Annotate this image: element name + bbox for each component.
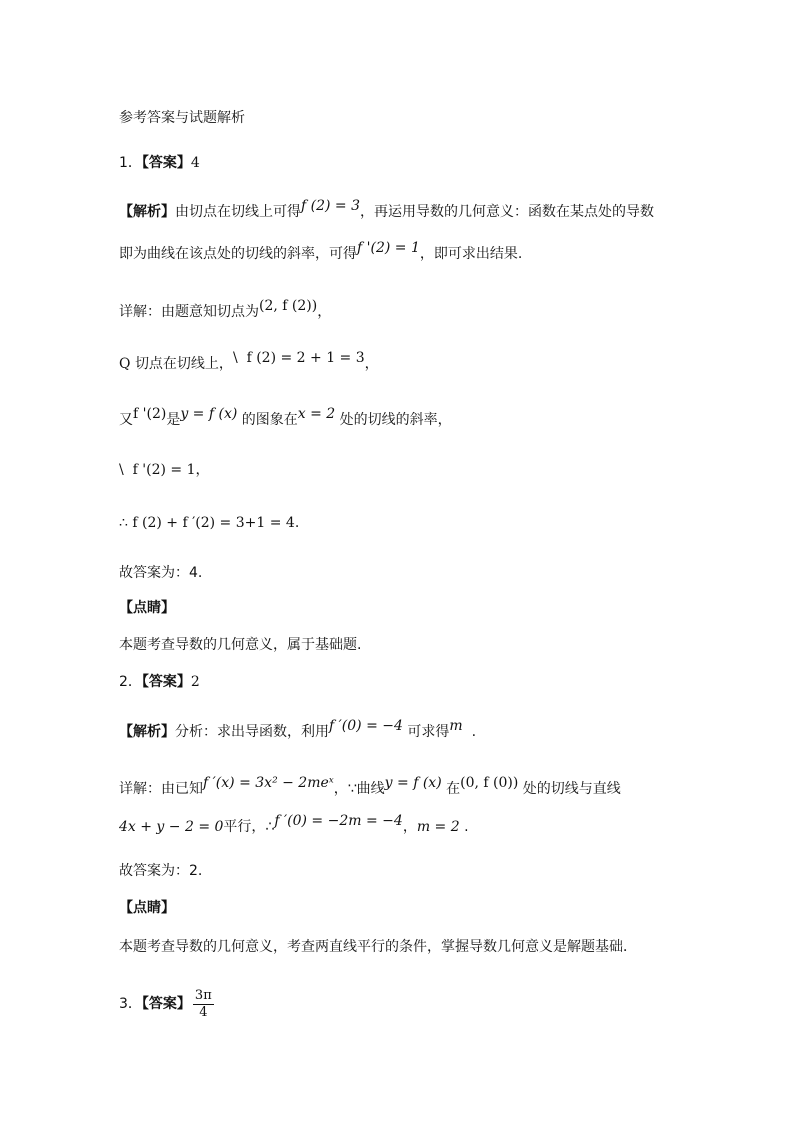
q1-step1-end: ， — [364, 356, 379, 372]
q1-number: 1． — [119, 155, 142, 171]
q1-step1-q: Q — [119, 356, 131, 372]
q1-final-answer: 故答案为：4. — [119, 565, 203, 581]
q2-answer-tag: 【答案】 — [141, 674, 191, 690]
q1-analysis2-text-a: 即为曲线在该点处的切线的斜率，可得 — [119, 246, 357, 262]
q2-detail-line-1 — [119, 775, 621, 799]
q2-detail2-math-1: 4x + y − 2 = 0 — [119, 819, 224, 835]
q1-step2-text-c: 的图象在 — [241, 412, 298, 428]
q2-comment: 本题考查导数的几何意义，考查两直线平行的条件，掌握导数几何意义是解题基础． — [119, 939, 637, 955]
q1-step-1 — [119, 350, 379, 374]
q2-analysis-end: . — [471, 724, 477, 740]
q1-detail-text-b: ， — [317, 304, 332, 320]
q2-analysis-tag: 【解析】 — [119, 724, 175, 740]
q1-step3-math: f '(2) = 1 — [132, 462, 196, 478]
q2-detail2-text-b: ， — [402, 819, 417, 835]
q2-detail-math-1: f ′(x) = 3x² − 2meˣ — [203, 775, 334, 791]
q2-detail-text-b: ，∵曲线 — [333, 781, 385, 797]
q1-step2-text-a: 又 — [119, 412, 133, 428]
q3-answer-tag: 【答案】 — [141, 996, 191, 1012]
q2-analysis-math-1: f ′(0) = −4 — [329, 718, 403, 734]
q1-step3-backslash: \ — [119, 462, 124, 478]
q1-analysis-text-b: ，再运用导数的几何意义：函数在某点处的导数 — [360, 204, 655, 220]
q1-step2-math-2: y = f (x) — [180, 406, 238, 422]
q1-step2-math-1: f '(2) — [133, 406, 167, 422]
q3-fraction-denominator: 4 — [199, 1004, 208, 1020]
q1-step-3 — [119, 460, 209, 480]
q2-detail-line-2 — [119, 813, 469, 837]
q2-detail-text-c: 在 — [446, 781, 461, 797]
q1-answer-value: 4 — [190, 155, 200, 171]
q1-step2-math-3: x = 2 — [297, 406, 336, 422]
q1-detail-text-a: 详解：由题意知切点为 — [119, 304, 259, 320]
q1-analysis-tag: 【解析】 — [119, 204, 175, 220]
q2-analysis-text-a: 分析：求出导函数，利用 — [175, 724, 329, 740]
q2-detail-text-a: 详解：由已知 — [119, 781, 203, 797]
q2-comment-tag: 【点睛】 — [119, 900, 175, 916]
q1-step1-backslash: \ — [232, 350, 238, 366]
q1-step2-text-b: 是 — [166, 412, 181, 428]
q1-detail-line — [119, 298, 332, 322]
q1-analysis-line-2 — [119, 240, 523, 264]
q2-detail2-text-a: 平行，∴ — [223, 819, 275, 835]
q2-answer-heading — [119, 672, 200, 692]
page-title: 参考答案与试题解析 — [119, 110, 245, 126]
q1-comment-tag: 【点睛】 — [119, 600, 175, 616]
q1-step2-text-d: 处的切线的斜率， — [339, 412, 452, 428]
q2-number: 2． — [119, 674, 142, 690]
q1-step1-text: 切点在切线上， — [134, 356, 233, 372]
q2-answer-value: 2 — [190, 674, 200, 690]
q1-comment: 本题考查导数的几何意义，属于基础题. — [119, 637, 362, 653]
q3-number: 3． — [119, 996, 142, 1012]
q1-answer-heading — [119, 153, 200, 173]
q2-analysis-math-2: m — [449, 718, 463, 734]
q3-answer-heading — [119, 984, 214, 1024]
q3-answer-fraction — [193, 988, 214, 1021]
q2-analysis-text-b: 可求得 — [407, 724, 450, 740]
q2-detail-math-2: y = f (x) — [384, 775, 442, 791]
q1-analysis-text-a: 由切点在切线上可得 — [175, 204, 301, 220]
q1-analysis-math-1: f (2) = 3 — [301, 198, 361, 214]
q3-fraction-numerator: 3π — [194, 987, 212, 1003]
q1-step-4 — [119, 513, 299, 533]
q2-detail2-end: . — [464, 819, 469, 835]
q1-step3-end: ， — [195, 462, 210, 478]
q1-step-2 — [119, 406, 452, 430]
q1-analysis2-text-b: ，即可求出结果. — [419, 246, 523, 262]
q1-step4-end: . — [294, 515, 300, 531]
q1-step4-math: f (2) + f ′(2) = 3+1 = 4 — [132, 515, 295, 531]
q1-detail-math: (2, f (2)) — [259, 298, 318, 314]
q2-detail-math-3: (0, f (0)) — [460, 775, 519, 791]
q2-detail2-math-3: m = 2 — [416, 819, 460, 835]
q1-step4-therefore: ∴ — [119, 515, 128, 531]
q2-detail-text-d: 处的切线与直线 — [522, 781, 621, 797]
q2-final-answer: 故答案为：2. — [119, 863, 203, 879]
q2-detail2-math-2: f ′(0) = −2m = −4 — [274, 813, 403, 829]
q1-analysis-line-1 — [119, 198, 655, 222]
q1-step1-math: f (2) = 2 + 1 = 3 — [246, 350, 365, 366]
q2-analysis-line — [119, 718, 477, 742]
q1-analysis2-math: f '(2) = 1 — [357, 240, 420, 256]
q1-answer-tag: 【答案】 — [141, 155, 191, 171]
